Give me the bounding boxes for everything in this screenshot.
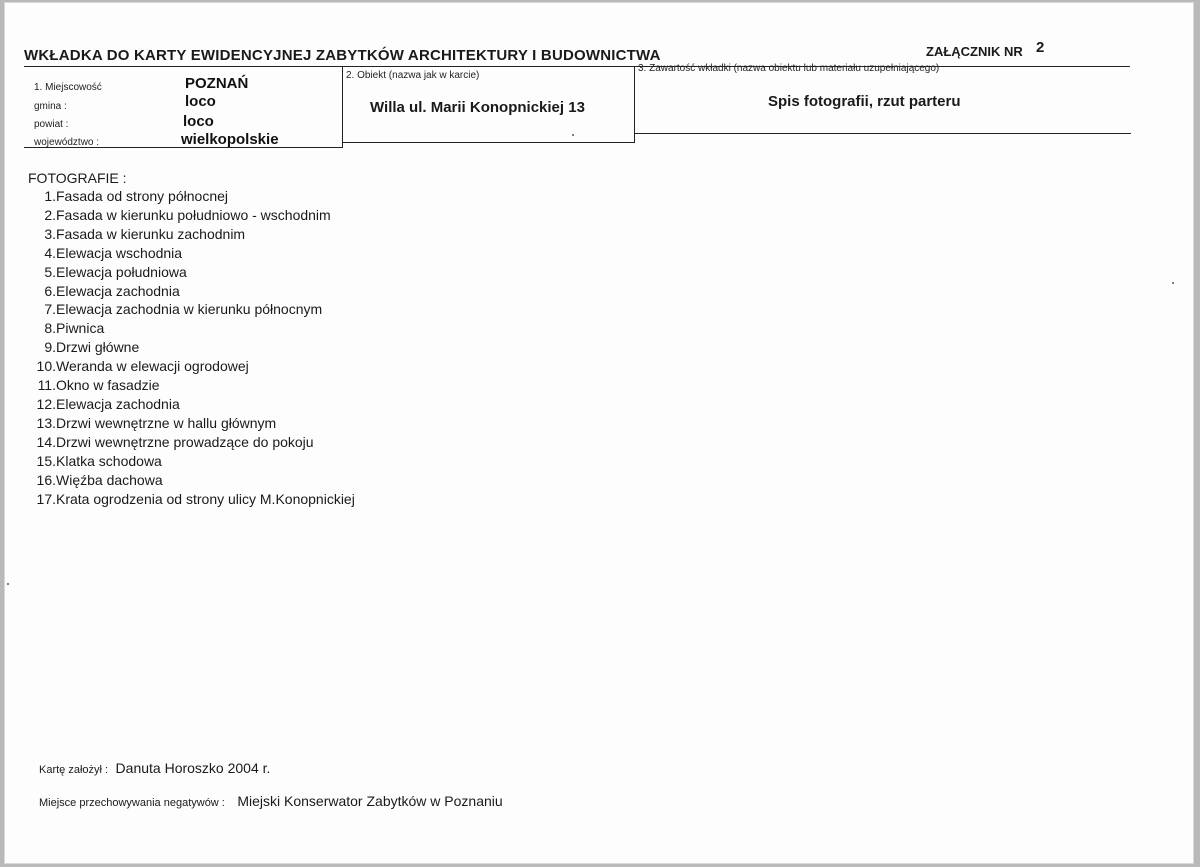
document-title: WKŁADKA DO KARTY EWIDENCYJNEJ ZABYTKÓW ARCHITEKTURY I BUDOWNICTWA	[24, 47, 661, 64]
photo-list-item	[32, 490, 355, 509]
author-line	[39, 760, 270, 778]
photo-item-text: Drzwi główne	[56, 339, 140, 356]
object-label: 2. Obiekt (nazwa jak w karcie)	[346, 70, 480, 81]
photo-item-text: Piwnica	[56, 320, 105, 337]
photo-item-text: Elewacja zachodnia w kierunku północnym	[56, 301, 323, 318]
district-value: loco	[183, 113, 214, 130]
paper-speck	[1172, 282, 1174, 284]
contents-bottom-rule	[634, 133, 1131, 134]
photo-list-item	[32, 282, 355, 301]
photo-item-text: Weranda w elewacji ogrodowej	[56, 358, 249, 375]
photo-list-item	[32, 244, 355, 263]
photo-list	[32, 187, 355, 508]
column-divider-2	[634, 66, 635, 143]
photo-item-text: Fasada w kierunku południowo - wschodnim	[56, 206, 331, 223]
photo-item-text: Elewacja południowa	[56, 263, 187, 280]
photo-list-item	[32, 319, 355, 338]
commune-label: gmina :	[34, 101, 67, 112]
district-label: powiat :	[34, 119, 69, 130]
photo-list-item	[32, 338, 355, 357]
photo-list-item	[32, 471, 355, 490]
contents-value: Spis fotografii, rzut parteru	[768, 93, 961, 110]
photo-list-item	[32, 433, 355, 452]
photo-item-number: 1.	[44, 188, 56, 204]
photo-item-number: 11.	[37, 377, 56, 394]
photo-list-item	[32, 376, 355, 395]
object-bottom-rule	[342, 142, 634, 143]
photo-item-text: Więźba dachowa	[56, 471, 163, 488]
photo-item-text: Fasada w kierunku zachodnim	[56, 225, 246, 242]
photo-item-number: 14.	[36, 433, 56, 450]
photo-list-item	[32, 357, 355, 376]
photo-item-number: 16.	[36, 471, 56, 488]
commune-value: loco	[185, 93, 216, 110]
photo-item-number: 4.	[44, 244, 56, 261]
photo-item-number: 5.	[44, 263, 56, 280]
header-top-rule	[24, 66, 1130, 67]
photo-item-text: Drzwi wewnętrzne w hallu głównym	[56, 414, 277, 431]
photo-item-number: 12.	[36, 395, 56, 412]
photo-item-number: 9.	[44, 339, 56, 356]
paper-speck	[572, 134, 574, 136]
photo-item-text: Okno w fasadzie	[56, 377, 160, 394]
photo-item-number: 10.	[36, 358, 56, 375]
negatives-value: Miejski Konserwator Zabytków w Poznaniu	[237, 793, 503, 809]
photo-item-text: Elewacja zachodnia	[56, 282, 180, 299]
photos-heading: FOTOGRAFIE :	[28, 170, 127, 186]
photo-item-number: 2.	[44, 206, 56, 223]
paper-speck	[7, 583, 9, 585]
contents-label: 3. Zawartość wkładki (nazwa obiektu lub materiału uzupełniającego)	[638, 63, 940, 74]
photo-list-item	[32, 452, 355, 471]
photo-list-item	[32, 225, 355, 244]
voivodeship-value: wielkopolskie	[181, 131, 279, 148]
voivodeship-label: województwo :	[34, 137, 100, 148]
photo-item-text: Klatka schodowa	[56, 452, 162, 469]
negatives-line	[39, 793, 503, 811]
photo-list-item	[32, 206, 355, 225]
annex-label: ZAŁĄCZNIK NR	[926, 44, 1023, 59]
photo-item-number: 3.	[44, 225, 56, 242]
object-value: Willa ul. Marii Konopnickiej 13	[370, 99, 585, 116]
photo-item-number: 6.	[44, 282, 56, 299]
negatives-label: Miejsce przechowywania negatywów :	[39, 797, 225, 809]
photo-item-text: Krata ogrodzenia od strony ulicy M.Konopnickiej	[56, 490, 355, 507]
locality-label: 1. Miejscowość	[34, 82, 102, 93]
photo-item-text: Elewacja zachodnia	[56, 395, 180, 412]
photo-item-text: Fasada od strony północnej	[56, 188, 228, 204]
photo-item-number: 13.	[36, 414, 56, 431]
locality-value: POZNAŃ	[185, 75, 249, 92]
column-divider-1	[342, 66, 343, 148]
photo-item-number: 15.	[36, 452, 56, 469]
photo-list-item	[32, 300, 355, 319]
photo-item-number: 17.	[36, 490, 56, 507]
author-value: Danuta Horoszko 2004 r.	[115, 760, 271, 776]
photo-item-text: Elewacja wschodnia	[56, 244, 183, 261]
photo-list-item	[32, 414, 355, 433]
photo-list-item	[32, 395, 355, 414]
photo-item-number: 8.	[44, 320, 56, 337]
photo-item-text: Drzwi wewnętrzne prowadzące do pokoju	[56, 433, 314, 450]
photo-list-item	[32, 263, 355, 282]
photo-item-number: 7.	[44, 301, 56, 318]
author-label: Kartę założył :	[39, 764, 109, 776]
photo-list-item	[32, 187, 355, 206]
annex-number: 2	[1036, 39, 1045, 56]
